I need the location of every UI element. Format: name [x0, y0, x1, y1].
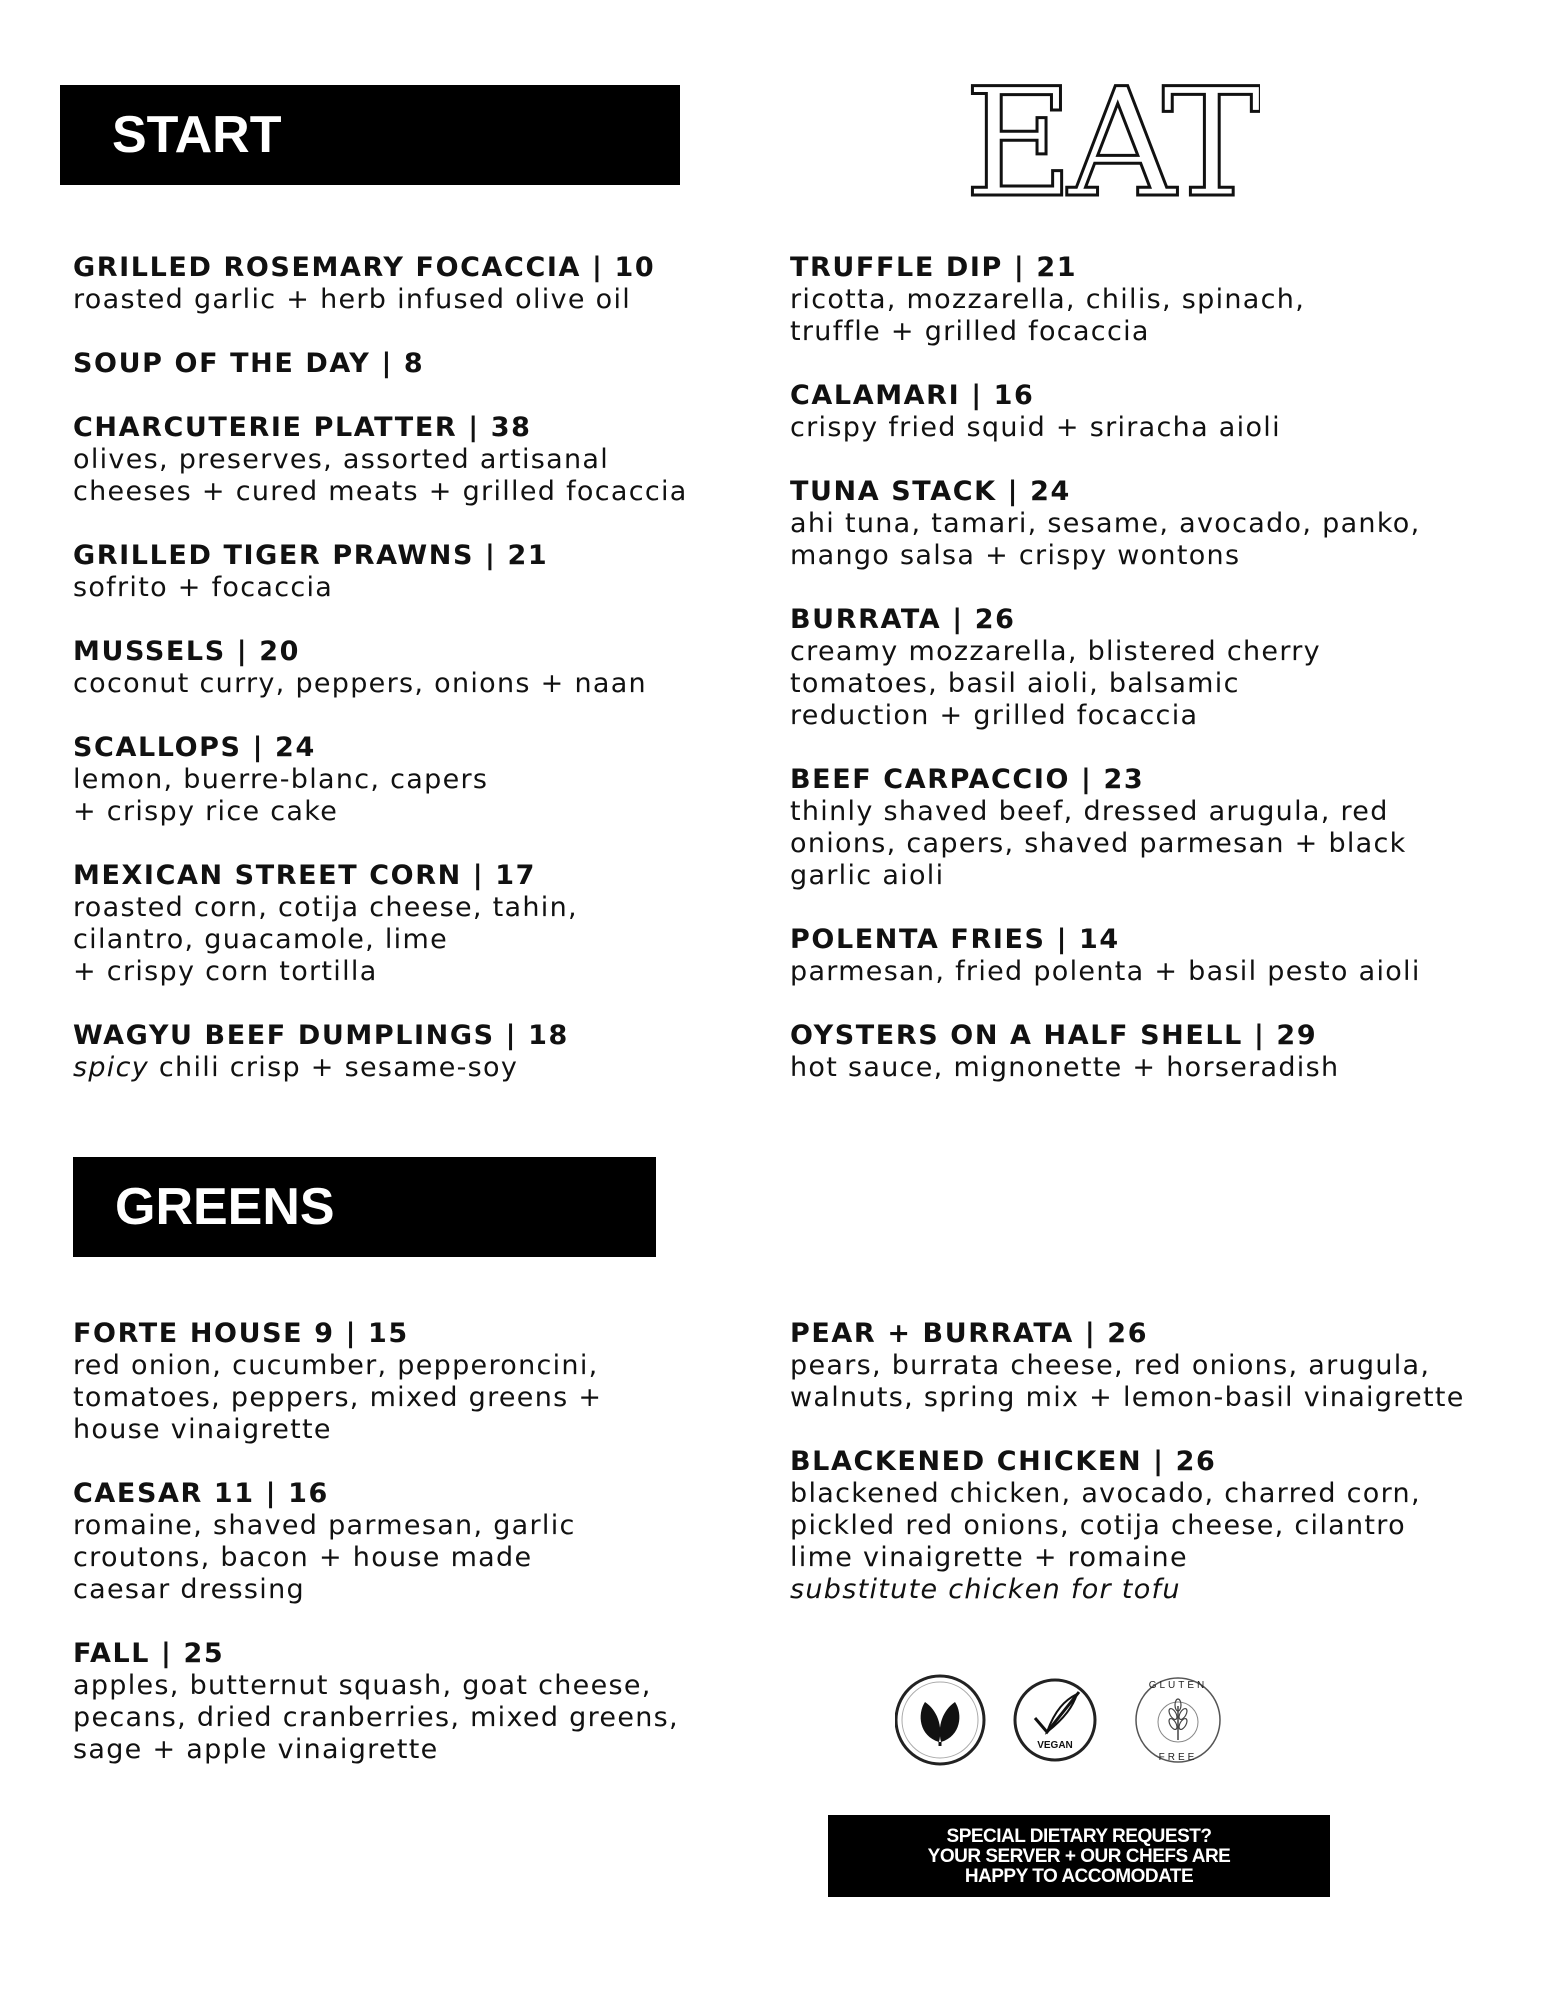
menu-item	[73, 732, 713, 828]
gluten-free-bottom-label: FREE	[1158, 1752, 1198, 1763]
menu-item	[790, 476, 1490, 572]
menu-item-title: BEEF CARPACCIO | 23	[790, 764, 1145, 795]
menu-item-description: thinly shaved beef, dressed arugula, red onions, capers, shaved parmesan + black garlic aioli	[790, 796, 1407, 891]
menu-item	[73, 1638, 713, 1766]
dietary-icons	[895, 1670, 1230, 1770]
eat-logo-text: EAT	[964, 60, 1256, 210]
greens-header-text: GREENS	[115, 1178, 335, 1236]
menu-item-description: romaine, shaved parmesan, garlic croutons, bacon + house made caesar dressing	[73, 1510, 576, 1605]
menu-item	[790, 1446, 1490, 1606]
menu-item-title: CALAMARI | 16	[790, 380, 1035, 411]
menu-item	[790, 252, 1490, 348]
menu-item-title: POLENTA FRIES | 14	[790, 924, 1120, 955]
menu-item-description: roasted corn, cotija cheese, tahin, cilantro, guacamole, lime + crispy corn tortilla	[73, 892, 578, 987]
gluten-free-top-label: GLUTEN	[1148, 1680, 1208, 1691]
greens-menu-list-left	[73, 1318, 713, 1798]
notice-line: YOUR SERVER + OUR CHEFS ARE	[927, 1846, 1231, 1867]
menu-item-description: ahi tuna, tamari, sesame, avocado, panko, mango salsa + crispy wontons	[790, 508, 1421, 571]
menu-item	[790, 380, 1490, 444]
menu-item	[73, 636, 713, 700]
menu-item-title: CAESAR 11 | 16	[73, 1478, 329, 1509]
dietary-request-notice	[828, 1815, 1330, 1897]
menu-item-title: CHARCUTERIE PLATTER | 38	[73, 412, 532, 443]
menu-item-title: SOUP OF THE DAY | 8	[73, 348, 425, 379]
menu-item-title: TRUFFLE DIP | 21	[790, 252, 1078, 283]
eat-logo	[960, 60, 1260, 210]
menu-item	[73, 252, 713, 316]
menu-item-title: SCALLOPS | 24	[73, 732, 316, 763]
menu-item	[73, 540, 713, 604]
menu-item-title: OYSTERS ON A HALF SHELL | 29	[790, 1020, 1318, 1051]
vegan-icon-label: VEGAN	[1037, 1740, 1073, 1751]
menu-item-title: BLACKENED CHICKEN | 26	[790, 1446, 1217, 1477]
menu-item-title: TUNA STACK | 24	[790, 476, 1071, 507]
menu-item-description: ricotta, mozzarella, chilis, spinach, truffle + grilled focaccia	[790, 284, 1306, 347]
menu-item-description: pears, burrata cheese, red onions, arugula, walnuts, spring mix + lemon-basil vinaigrette	[790, 1350, 1465, 1413]
menu-item	[73, 1478, 713, 1606]
menu-item	[790, 924, 1490, 988]
menu-item-title: MUSSELS | 20	[73, 636, 300, 667]
menu-item-title: GRILLED ROSEMARY FOCACCIA | 10	[73, 252, 656, 283]
menu-item-description: coconut curry, peppers, onions + naan	[73, 668, 647, 699]
greens-section-header	[73, 1157, 656, 1257]
menu-item	[790, 764, 1490, 892]
menu-item	[73, 1318, 713, 1446]
menu-item-title: GRILLED TIGER PRAWNS | 21	[73, 540, 549, 571]
menu-item-note: substitute chicken for tofu	[790, 1574, 1181, 1605]
notice-line: HAPPY TO ACCOMODATE	[964, 1866, 1194, 1887]
menu-item	[73, 412, 713, 508]
menu-item	[73, 1020, 713, 1084]
eat-menu-list	[790, 252, 1490, 1116]
start-header-text: START	[112, 106, 282, 164]
start-menu-list	[73, 252, 713, 1116]
menu-item-title: PEAR + BURRATA | 26	[790, 1318, 1149, 1349]
notice-line: SPECIAL DIETARY REQUEST?	[946, 1826, 1212, 1847]
menu-item-description: sofrito + focaccia	[73, 572, 334, 603]
menu-item-description: parmesan, fried polenta + basil pesto aioli	[790, 956, 1421, 987]
menu-item-title: FORTE HOUSE 9 | 15	[73, 1318, 409, 1349]
menu-item-description: olives, preserves, assorted artisanal cheeses + cured meats + grilled focaccia	[73, 444, 688, 507]
menu-item-description: crispy fried squid + sriracha aioli	[790, 412, 1281, 443]
menu-item-description	[73, 1052, 713, 1084]
menu-item-title: MEXICAN STREET CORN | 17	[73, 860, 537, 891]
vegetarian-leaf-icon	[896, 1676, 984, 1764]
menu-item-title: BURRATA | 26	[790, 604, 1016, 635]
menu-item-description: lemon, buerre-blanc, capers + crispy rice cake	[73, 764, 489, 827]
gluten-free-icon	[1136, 1678, 1220, 1763]
menu-item-title: FALL | 25	[73, 1638, 225, 1669]
menu-item-description: hot sauce, mignonette + horseradish	[790, 1052, 1340, 1083]
menu-item-title: WAGYU BEEF DUMPLINGS | 18	[73, 1020, 569, 1051]
menu-item-description: red onion, cucumber, pepperoncini, tomatoes, peppers, mixed greens + house vinaigrette	[73, 1350, 603, 1445]
menu-item-description: creamy mozzarella, blistered cherry tomatoes, basil aioli, balsamic reduction + grilled focaccia	[790, 636, 1321, 731]
menu-item-description: roasted garlic + herb infused olive oil	[73, 284, 632, 315]
menu-item	[790, 604, 1490, 732]
greens-menu-list-right	[790, 1318, 1490, 1638]
menu-item	[790, 1318, 1490, 1414]
start-section-header	[60, 85, 680, 185]
menu-item	[73, 348, 713, 380]
menu-item-description: blackened chicken, avocado, charred corn, pickled red onions, cotija cheese, cilantro lime vinaigrette + romaine	[790, 1478, 1421, 1573]
menu-item-description-rest: chili crisp + sesame-soy	[149, 1052, 519, 1083]
menu-item-description-italic: spicy	[73, 1052, 150, 1083]
menu-item	[790, 1020, 1490, 1084]
menu-item	[73, 860, 713, 988]
vegan-icon	[1015, 1680, 1095, 1760]
menu-item-description: apples, butternut squash, goat cheese, pecans, dried cranberries, mixed greens, sage + apple vinaigrette	[73, 1670, 679, 1765]
